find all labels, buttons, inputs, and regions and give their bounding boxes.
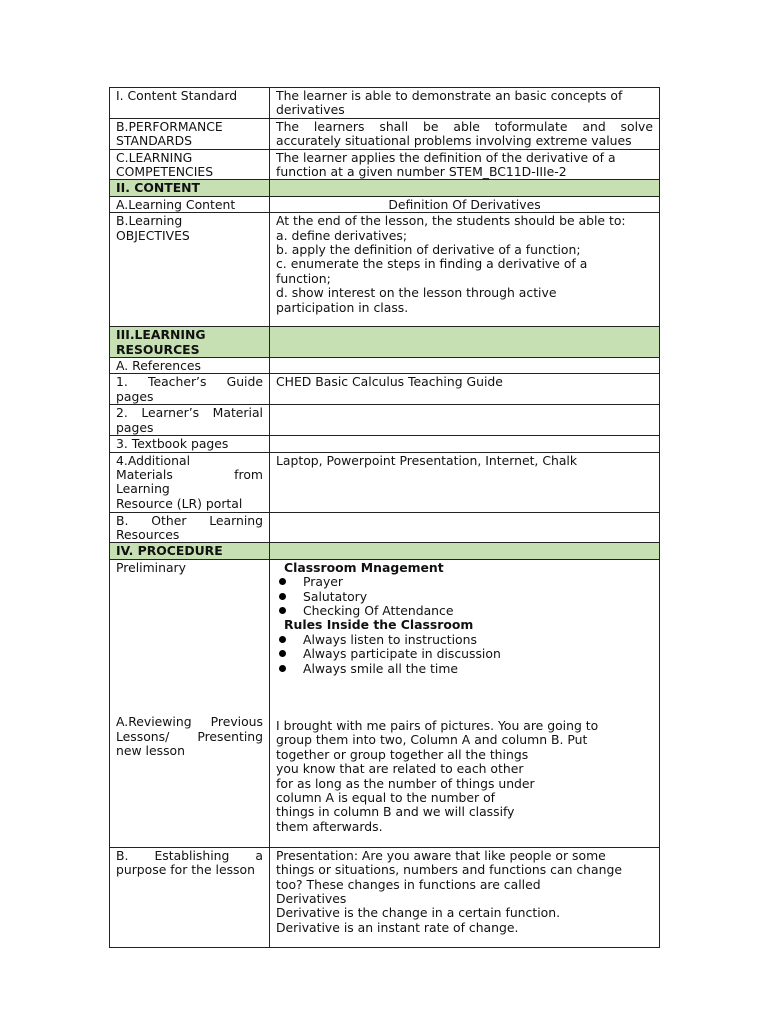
text-performance-standards: The learners shall be able toformulate and solve accurately situational problems involving extreme values [270, 118, 660, 149]
bullet-icon [279, 578, 286, 585]
text-textbook-pages [270, 436, 660, 452]
list-item: Always participate in discussion [276, 647, 653, 661]
row-learning-competencies [110, 149, 660, 180]
bullet-icon [279, 636, 286, 643]
header-learning-resources: III.LEARNING RESOURCES [110, 327, 270, 358]
row-references [110, 358, 660, 374]
label-reviewing-line-2: Lessons/ Presenting [116, 728, 263, 744]
row-purpose [110, 847, 660, 947]
list-item: Prayer [276, 575, 653, 589]
label-reviewing-line-1: A.Reviewing Previous [116, 714, 263, 730]
classroom-rules-list [276, 633, 653, 676]
row-procedure-header [110, 543, 660, 559]
row-other-resources [110, 512, 660, 543]
text-content-standard: The learner is able to demonstrate an basic concepts of derivatives [270, 88, 660, 119]
label-content-standard: I. Content Standard [110, 88, 270, 119]
text-other-resources [270, 512, 660, 543]
label-textbook-pages: 3. Textbook pages [110, 436, 270, 452]
label-learning-content: A.Learning Content [110, 196, 270, 212]
lesson-plan-table [109, 87, 660, 948]
header-procedure-blank [270, 543, 660, 559]
text-learning-competencies: The learner applies the definition of the derivative of a function at a given number STEM_BC11D-IIIe-2 [270, 149, 660, 180]
list-item: Always listen to instructions [276, 633, 653, 647]
header-procedure: IV. PROCEDURE [110, 543, 270, 559]
bullet-icon [279, 665, 286, 672]
text-learning-objectives: At the end of the lesson, the students should be able to: a. define derivatives; b. apply the definition of derivative of a function; c. enumerate the steps in finding a derivative of a function; d. show interest on the lesson through active participation in class. [270, 213, 660, 327]
text-learners-material [270, 405, 660, 436]
row-learning-content [110, 196, 660, 212]
label-preliminary: Preliminary A.Reviewing Previous Lessons/ Presenting new lesson [110, 559, 270, 847]
bullet-icon [279, 607, 286, 614]
row-additional-materials [110, 452, 660, 512]
row-teachers-guide [110, 374, 660, 405]
text-preliminary [270, 559, 660, 847]
text-teachers-guide: CHED Basic Calculus Teaching Guide [270, 374, 660, 405]
classroom-management-list [276, 575, 653, 618]
label-reviewing-line-3: new lesson [116, 742, 185, 758]
label-additional-materials: 4.Additional Materials from Learning Resource (LR) portal [110, 452, 270, 512]
header-learning-resources-blank [270, 327, 660, 358]
label-performance-standards: B.PERFORMANCE STANDARDS [110, 118, 270, 149]
label-teachers-guide: 1. Teacher’s Guide pages [110, 374, 270, 405]
text-additional-materials: Laptop, Powerpoint Presentation, Internet, Chalk [270, 452, 660, 512]
bullet-icon [279, 593, 286, 600]
bullet-icon [279, 650, 286, 657]
header-content: II. CONTENT [110, 180, 270, 196]
row-textbook-pages [110, 436, 660, 452]
label-references: A. References [110, 358, 270, 374]
row-performance-standards [110, 118, 660, 149]
text-learning-content: Definition Of Derivatives [270, 196, 660, 212]
label-other-resources: B. Other Learning Resources [110, 512, 270, 543]
label-purpose: B. Establishing a purpose for the lesson [110, 847, 270, 947]
label-learners-material: 2. Learner’s Material pages [110, 405, 270, 436]
list-item: Always smile all the time [276, 662, 653, 676]
row-content-standard [110, 88, 660, 119]
label-learning-objectives: B.Learning OBJECTIVES [110, 213, 270, 327]
text-references [270, 358, 660, 374]
row-learning-resources-header [110, 327, 660, 358]
classroom-rules-heading: Rules Inside the Classroom [284, 617, 474, 633]
classroom-management-heading: Classroom Mnagement [284, 559, 444, 575]
list-item: Checking Of Attendance [276, 604, 653, 618]
label-learning-competencies: C.LEARNING COMPETENCIES [110, 149, 270, 180]
row-content-header [110, 180, 660, 196]
list-item: Salutatory [276, 590, 653, 604]
row-learners-material [110, 405, 660, 436]
reviewing-text: I brought with me pairs of pictures. You are going to group them into two, Column A and column B. Put together or group together all the things you know that are related to each other for as long as the number of things under column A is equal to the number of things in column B and we will classify them afterwards. [276, 717, 599, 834]
header-content-blank [270, 180, 660, 196]
row-preliminary [110, 559, 660, 847]
text-purpose: Presentation: Are you aware that like people or some things or situations, numbers and functions can change too? These changes in functions are called Derivatives Derivative is the change in a certain function. Derivative is an instant rate of change. [270, 847, 660, 947]
row-learning-objectives [110, 213, 660, 327]
